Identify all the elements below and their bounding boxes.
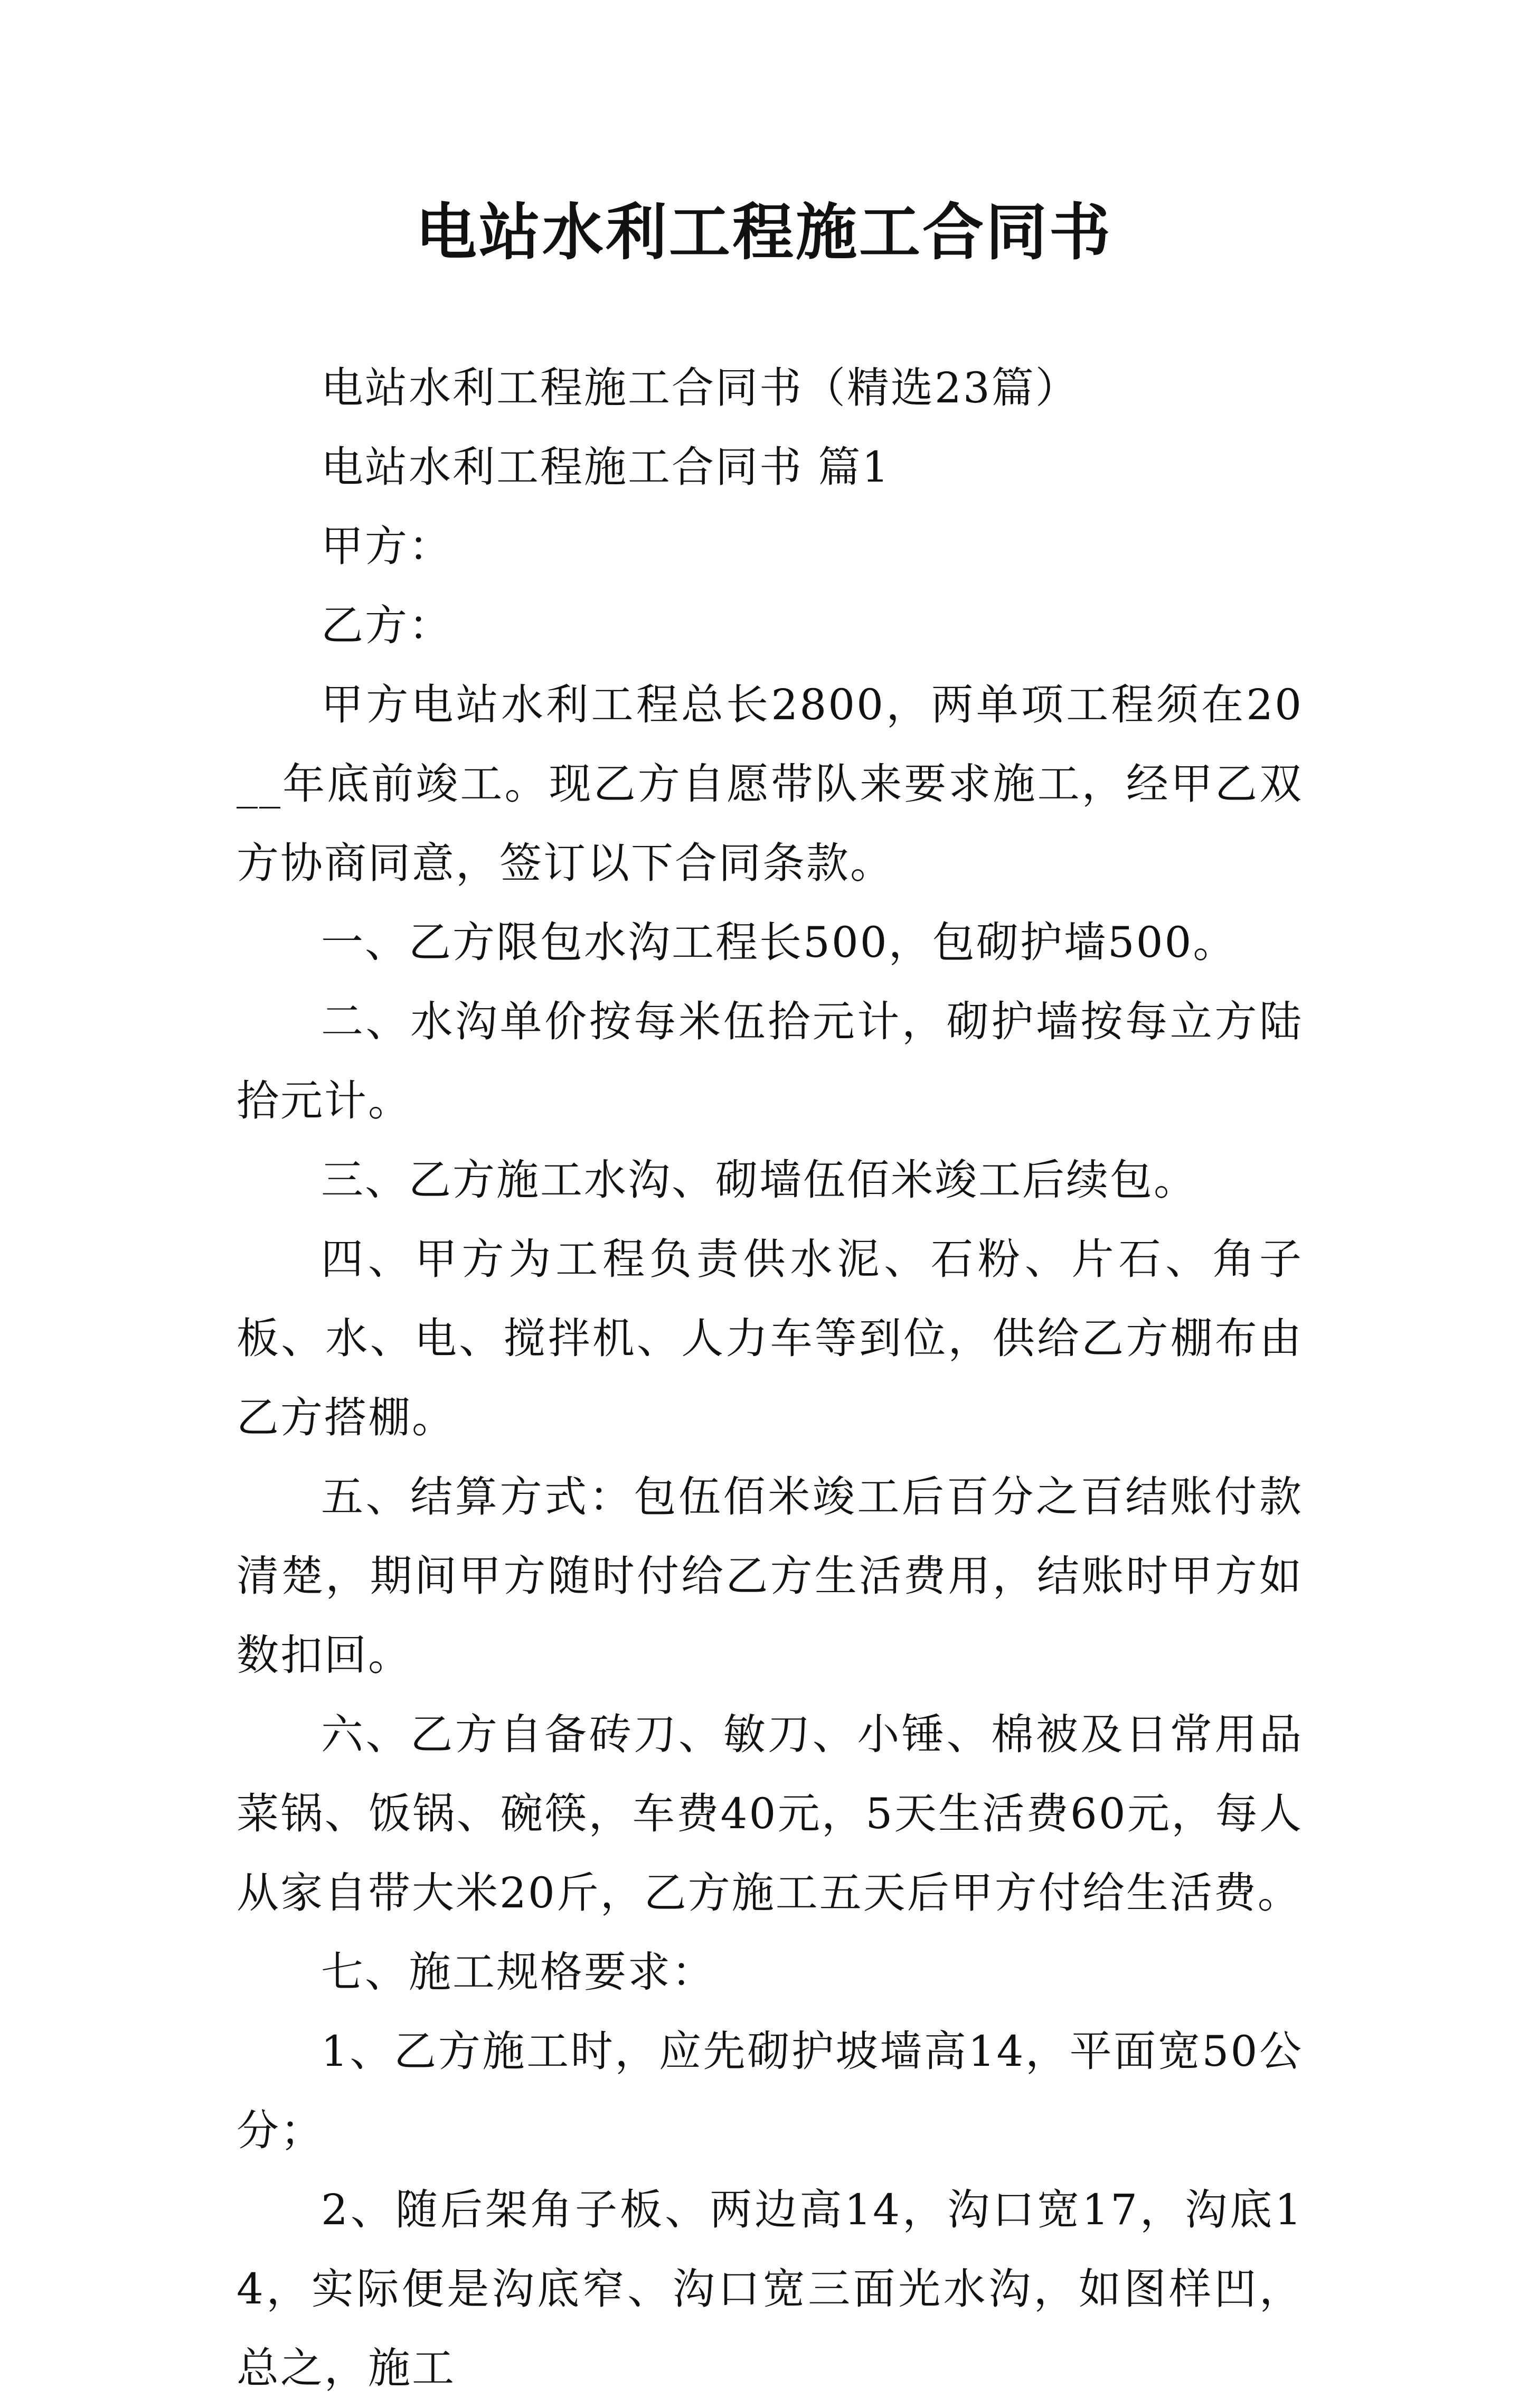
paragraph-party-a: 甲方：: [321, 522, 452, 571]
paragraph-clause-4: 四、甲方为工程负责供水泥、石粉、片石、角子板、水、电、搅拌机、人力车等到位，供给乙方棚布由乙方搭棚。: [237, 1235, 1303, 1442]
paragraph-clause-2: 二、水沟单价按每米伍拾元计，砌护墙按每立方陆拾元计。: [237, 997, 1303, 1125]
paragraph-spec-2: 2、随后架角子板、两边高14，沟口宽17，沟底14，实际便是沟底窄、沟口宽三面光水沟，如图样凹，总之，施工: [237, 2185, 1303, 2393]
paragraph-clause-1: 一、乙方限包水沟工程长500，包砌护墙500。: [321, 918, 1237, 967]
document-body: [237, 349, 1303, 2408]
paragraph-party-b: 乙方：: [321, 601, 452, 650]
paragraph-section-heading: 电站水利工程施工合同书 篇1: [321, 443, 891, 492]
paragraph-clause-7: 七、施工规格要求：: [321, 1948, 715, 1997]
paragraph-clause-3: 三、乙方施工水沟、砌墙伍佰米竣工后续包。: [321, 1155, 1197, 1205]
paragraph-spec-1: 1、乙方施工时，应先砌护坡墙高14，平面宽50公分；: [237, 2027, 1303, 2155]
paragraph-clause-6: 六、乙方自备砖刀、敏刀、小锤、棉被及日常用品菜锅、饭锅、碗筷，车费40元，5天生活费60元，每人从家自带大米20斤，乙方施工五天后甲方付给生活费。: [237, 1710, 1303, 1917]
paragraph-clause-5: 五、结算方式：包伍佰米竣工后百分之百结账付款清楚，期间甲方随时付给乙方生活费用，结账时甲方如数扣回。: [237, 1472, 1303, 1680]
document-title: 电站水利工程施工合同书: [416, 196, 1112, 268]
paragraph-subtitle: 电站水利工程施工合同书（精选23篇）: [321, 363, 1079, 412]
paragraph-intro: 甲方电站水利工程总长2800，两单项工程须在20__年底前竣工。现乙方自愿带队来要求施工，经甲乙双方协商同意，签订以下合同条款。: [237, 680, 1303, 888]
